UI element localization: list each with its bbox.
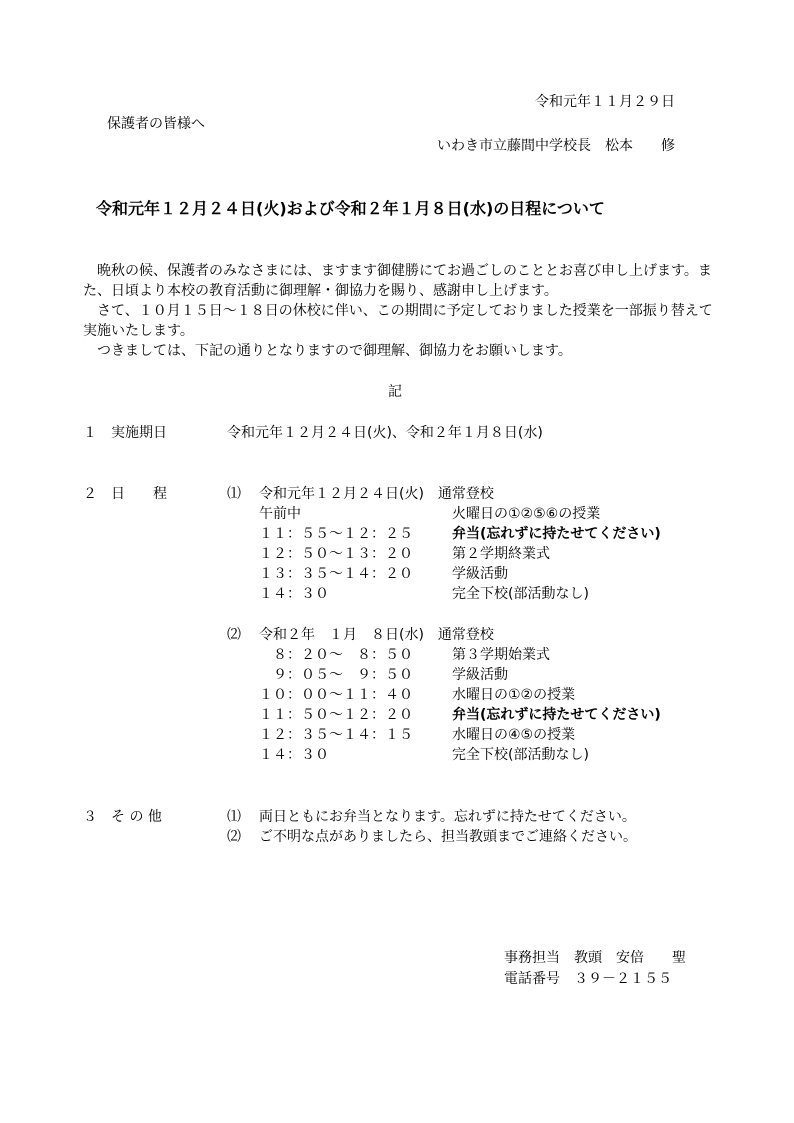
note-text: 両日ともにお弁当となります。忘れずに持たせてください。 — [259, 809, 636, 825]
schedule-time: １２：３５～１４：１５ — [259, 727, 413, 743]
body-paragraph-1: 晩秋の候、保護者のみなさまには、ますます御健勝にてお過ごしのこととお喜び申し上げます。また、日頃より本校の教育活動に御理解・御協力を賜り、感謝申し上げます。 — [83, 263, 712, 299]
schedule-desc: 学級活動 — [452, 566, 508, 582]
note-text: ご不明な点がありましたら、担当教頭までご連絡ください。 — [259, 829, 637, 845]
schedule-time: １４：３０ — [259, 747, 329, 763]
body-paragraph-2: さて、１０月１５日～１８日の休校に伴い、この期間に予定しておりました授業を一部振り替えて実施いたします。 — [83, 303, 713, 339]
section2-number: ２ — [83, 486, 97, 502]
schedule-desc: 弁当(忘れずに持たせてください) — [452, 707, 661, 723]
schedule-desc: 第２学期終業式 — [452, 546, 550, 562]
schedule-time: 午前中 — [259, 506, 301, 522]
schedule-time: １０：００～１１：４０ — [259, 687, 413, 703]
day2-header: 令和２年 １月 ８日(水) 通常登校 — [259, 627, 494, 643]
body-paragraph-3: つきましては、下記の通りとなりますので御理解、御協力をお願いします。 — [97, 343, 572, 359]
schedule-desc: 完全下校(部活動なし) — [452, 586, 589, 602]
section3-number: ３ — [83, 809, 97, 825]
schedule-desc: 弁当(忘れずに持たせてください) — [452, 526, 661, 542]
schedule-desc: 水曜日の①②の授業 — [452, 687, 576, 703]
document-date: 令和元年１１月２９日 — [535, 94, 675, 110]
note-marker: ⑵ — [227, 829, 241, 845]
recipient: 保護者の皆様へ — [107, 116, 205, 132]
day2-marker: ⑵ — [227, 627, 241, 643]
section1-number: １ — [83, 425, 97, 441]
section2-label: 日 程 — [111, 486, 167, 502]
day1-header: 令和元年１２月２４日(火) 通常登校 — [259, 486, 494, 502]
schedule-desc: 完全下校(部活動なし) — [452, 747, 589, 763]
sender: いわき市立藤間中学校長 松本 修 — [437, 138, 675, 154]
contact-person: 事務担当 教頭 安倍 聖 — [504, 950, 686, 966]
schedule-time: １２：５０～１３：２０ — [259, 546, 413, 562]
schedule-time: ９：０５～ ９：５０ — [259, 667, 413, 683]
schedule-time: １１：５０～１２：２０ — [259, 707, 413, 723]
contact-phone: 電話番号 ３９－２１５５ — [504, 971, 672, 987]
schedule-desc: 第３学期始業式 — [452, 647, 550, 663]
schedule-time: １３：３５～１４：２０ — [259, 566, 413, 582]
section1-label: 実施期日 — [111, 425, 167, 441]
schedule-time: ８：２０～ ８：５０ — [259, 647, 413, 663]
schedule-time: １１：５５～１２：２５ — [259, 526, 413, 542]
schedule-desc: 火曜日の①②⑤⑥の授業 — [452, 506, 601, 522]
day1-marker: ⑴ — [227, 486, 241, 502]
schedule-time: １４：３０ — [259, 586, 329, 602]
section3-label: そ の 他 — [111, 809, 162, 825]
document-title: 令和元年１２月２４日(火)および令和２年１月８日(水)の日程について — [96, 199, 605, 218]
body-text — [83, 261, 723, 361]
schedule-desc: 水曜日の④⑤の授業 — [452, 727, 576, 743]
section1-value: 令和元年１２月２４日(火)、令和２年１月８日(水) — [227, 425, 543, 441]
note-marker: ⑴ — [227, 809, 241, 825]
ki-heading: 記 — [388, 384, 402, 400]
schedule-desc: 学級活動 — [452, 667, 508, 683]
